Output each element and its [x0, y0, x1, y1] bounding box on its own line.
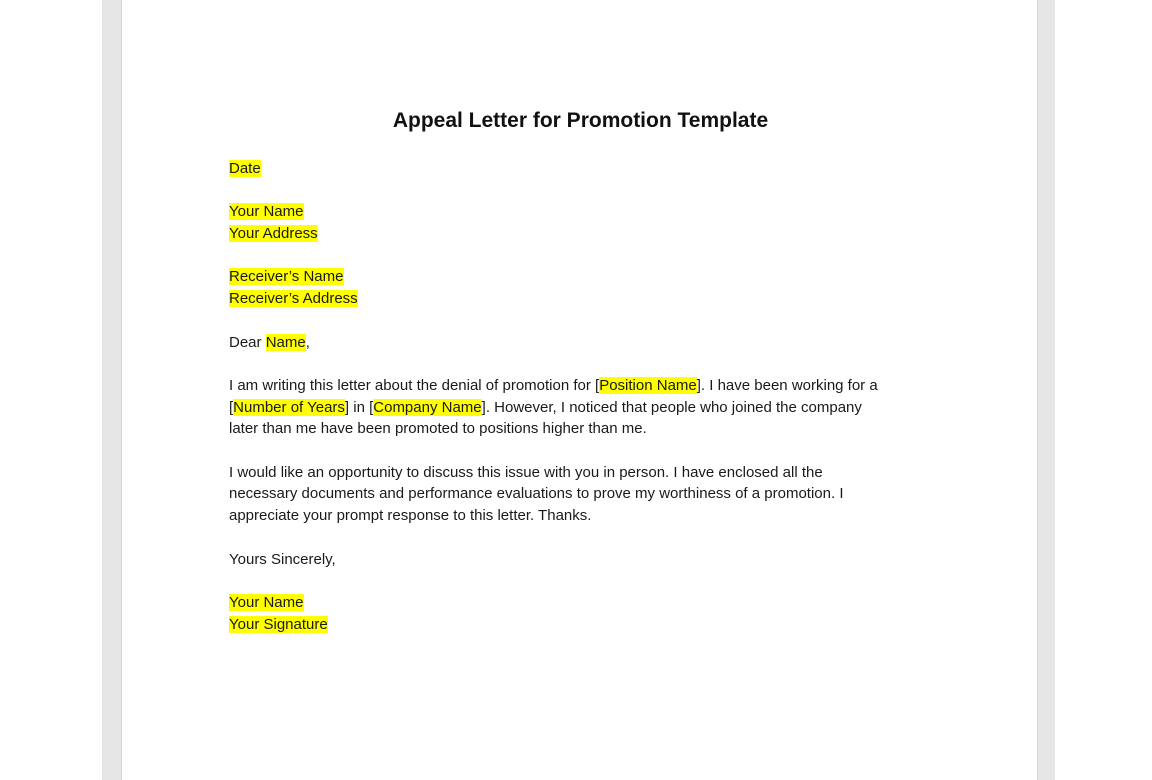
company-name-placeholder: Company Name	[373, 398, 482, 416]
receiver-address-placeholder: Receiver’s Address	[229, 290, 358, 308]
spacer	[229, 310, 929, 332]
spacer	[229, 527, 929, 549]
spacer	[229, 245, 929, 267]
salutation-prefix: Dear	[229, 333, 266, 351]
paragraph1-text: ]. However, I noticed that people who joined the company	[481, 398, 862, 416]
closing-line: Yours Sincerely,	[229, 550, 336, 568]
document-page	[121, 0, 1038, 780]
receiver-name-placeholder: Receiver’s Name	[229, 268, 344, 286]
paragraph1-line3: later than me have been promoted to positions higher than me.	[229, 420, 647, 438]
paragraph1-text: I am writing this letter about the denial of promotion for [	[229, 376, 600, 394]
signature-name-line	[229, 592, 929, 614]
paragraph1-text: ] in [	[344, 398, 374, 416]
date-line	[229, 158, 929, 180]
spacer	[229, 353, 929, 375]
paragraph1-line2	[229, 397, 929, 419]
receiver-name-line	[229, 266, 929, 288]
spacer	[229, 440, 929, 462]
receiver-address-line	[229, 288, 929, 310]
number-of-years-placeholder: Number of Years	[233, 398, 345, 416]
salutation-line	[229, 332, 929, 354]
date-placeholder: Date	[229, 160, 261, 177]
spacer	[229, 570, 929, 592]
paragraph1-line1	[229, 375, 929, 397]
sender-name-line	[229, 201, 929, 223]
paragraph1-text: ]. I have been working for a	[696, 376, 878, 394]
paragraph2-line1: I would like an opportunity to discuss this issue with you in person. I have enclosed all the	[229, 463, 823, 481]
document-title: Appeal Letter for Promotion Template	[392, 109, 769, 132]
paragraph2-line2: necessary documents and performance evaluations to prove my worthiness of a promotion. I	[229, 485, 844, 503]
position-name-placeholder: Position Name	[599, 376, 697, 394]
letter-body	[229, 158, 929, 635]
spacer	[229, 180, 929, 202]
signature-line	[229, 614, 929, 636]
paragraph2-line3: appreciate your prompt response to this letter. Thanks.	[229, 507, 592, 525]
signature-placeholder: Your Signature	[229, 615, 328, 633]
salutation-suffix: ,	[305, 333, 310, 351]
sender-address-placeholder: Your Address	[229, 225, 318, 243]
paragraph1-text: [	[229, 398, 234, 416]
sender-name-placeholder: Your Name	[229, 203, 304, 221]
salutation-name-placeholder: Name	[265, 333, 306, 351]
sender-address-line	[229, 223, 929, 245]
signature-name-placeholder: Your Name	[229, 593, 304, 611]
